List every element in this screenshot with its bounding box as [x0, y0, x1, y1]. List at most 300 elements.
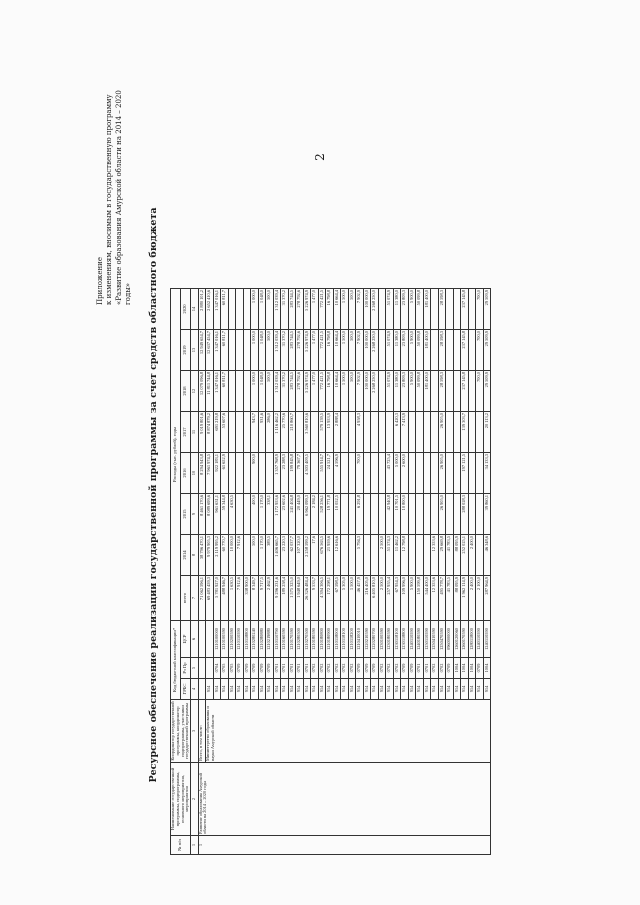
amount-cell	[228, 330, 236, 371]
amount-cell: 544 400,0	[423, 576, 431, 621]
amount-cell	[371, 453, 379, 494]
kbk-cell: 1210280240	[251, 621, 259, 658]
amount-cell: 8 874 879,2	[206, 412, 214, 453]
kbk-cell: 1210270500	[303, 621, 311, 658]
amount-cell: 283 744,5	[288, 371, 296, 412]
header-kbk: Код бюджетной классификации*	[171, 621, 181, 700]
amount-cell: 109 996,0	[401, 576, 409, 621]
col-number: 13	[191, 330, 199, 371]
kbk-cell: 0709	[446, 658, 454, 679]
kbk-cell: 914	[266, 679, 274, 700]
amount-cell: 3 560 810,6	[303, 412, 311, 453]
amount-cell: 2 184,2	[311, 494, 319, 535]
amount-cell	[348, 494, 356, 535]
kbk-cell: 1210118000	[333, 621, 341, 658]
amount-cell: 10 664,4	[333, 330, 341, 371]
amount-cell: 7 413,9	[401, 412, 409, 453]
kbk-cell: 914	[371, 679, 379, 700]
amount-cell: 199 845,8	[288, 453, 296, 494]
amount-cell	[341, 535, 349, 576]
amount-cell: 8 089 699,6	[206, 494, 214, 535]
amount-cell: 23 809,3	[401, 330, 409, 371]
amount-cell: 51 074,9	[386, 371, 394, 412]
kbk-cell: 914	[356, 679, 364, 700]
amount-cell: 28 598,3	[438, 289, 446, 330]
amount-cell: 237 145,8	[461, 371, 469, 412]
amount-cell: 28 598,3	[438, 330, 446, 371]
amount-cell: 53 607,6	[221, 412, 229, 453]
kbk-cell: 914	[273, 679, 281, 700]
amount-cell	[311, 453, 319, 494]
kbk-cell: 914	[416, 679, 424, 700]
amount-cell	[476, 453, 484, 494]
appendix-note	[96, 55, 134, 305]
amount-cell	[341, 412, 349, 453]
amount-cell: 2 268 250,0	[371, 330, 379, 371]
amount-cell	[446, 289, 454, 330]
amount-cell: 7 912,6	[236, 576, 244, 621]
amount-cell	[408, 535, 416, 576]
header-num: № п/п	[171, 836, 191, 855]
amount-cell: 16 798,8	[326, 371, 334, 412]
amount-cell	[236, 412, 244, 453]
amount-cell	[423, 535, 431, 576]
amount-cell: 700,0	[476, 289, 484, 330]
amount-cell: 1 406 665,7	[273, 535, 281, 576]
amount-cell: 71 062 596,1	[198, 576, 206, 621]
amount-cell	[371, 494, 379, 535]
kbk-cell: 914	[296, 679, 304, 700]
kbk-cell: 1220210590	[363, 621, 371, 658]
amount-cell: 46 457,9	[356, 576, 364, 621]
amount-cell	[476, 535, 484, 576]
amount-cell: 7 902,9	[356, 289, 364, 330]
amount-cell	[423, 412, 431, 453]
amount-cell: 8 294 943,8	[198, 453, 206, 494]
kbk-cell: 0702	[326, 658, 334, 679]
kbk-cell: 0704	[213, 658, 221, 679]
kbk-cell: 1260120060	[453, 621, 461, 658]
kbk-cell: 1250410590	[431, 621, 439, 658]
amount-cell: 1 000,0	[251, 330, 259, 371]
amount-cell: 7 961 974,5	[206, 453, 214, 494]
kbk-cell: 914	[303, 679, 311, 700]
amount-cell: 62 037,7	[288, 535, 296, 576]
amount-cell: 6 291,8	[356, 494, 364, 535]
amount-cell: 1 170,0	[258, 494, 266, 535]
amount-cell: 12 798,8	[401, 535, 409, 576]
amount-cell: 9 979 905,3	[206, 535, 214, 576]
amount-cell: 943,7	[251, 412, 259, 453]
amount-cell: 51 074,9	[386, 289, 394, 330]
header-year: 2016	[181, 453, 191, 494]
amount-cell: 772 421,5	[318, 289, 326, 330]
amount-cell: 278 792,6	[296, 371, 304, 412]
coordinator-name: Министерство образования и науки Амурской области	[206, 700, 491, 763]
amount-cell: 1 312 039,4	[273, 330, 281, 371]
amount-cell: 17,6	[311, 535, 319, 576]
kbk-cell: 0702	[333, 658, 341, 679]
amount-cell: 61 652,9	[221, 453, 229, 494]
amount-cell: 88 095,9	[453, 535, 461, 576]
amount-cell: 20 113,2	[483, 412, 491, 453]
amount-cell: 1 347 016,1	[213, 371, 221, 412]
amount-cell: 60 811,7	[221, 371, 229, 412]
amount-cell: 26 326 484,4	[303, 576, 311, 621]
kbk-cell: 0709	[476, 658, 484, 679]
amount-cell: 16 798,8	[326, 330, 334, 371]
kbk-cell: 1230118800	[401, 621, 409, 658]
amount-cell: 1 312 039,4	[273, 289, 281, 330]
kbk-cell: 914	[311, 679, 319, 700]
kbk-cell: 0709	[401, 658, 409, 679]
amount-cell: 676 563,5	[318, 535, 326, 576]
header-expenses: Расходы (тыс. рублей), годы	[171, 289, 181, 621]
kbk-cell: 914	[221, 679, 229, 700]
kbk-cell: 1240110590	[408, 621, 416, 658]
amount-cell: 150 599,8	[416, 576, 424, 621]
amount-cell	[423, 453, 431, 494]
amount-cell	[453, 412, 461, 453]
amount-cell: 60 811,7	[221, 289, 229, 330]
kbk-cell: 914	[363, 679, 371, 700]
amount-cell: 500,0	[348, 330, 356, 371]
header-name: Наименование государственной программы, подпрограммы, основного мероприятия, мероприятия	[171, 763, 191, 836]
amount-cell: 2 880 101,2	[198, 289, 206, 330]
amount-cell	[243, 494, 251, 535]
col-number: 3	[191, 700, 199, 763]
amount-cell: 12 353,6	[431, 535, 439, 576]
header-row	[171, 289, 181, 855]
resource-table	[170, 288, 491, 855]
amount-cell: 1 347 016,1	[213, 289, 221, 330]
amount-cell: 11 380,0	[393, 289, 401, 330]
amount-cell: 500,0	[266, 371, 274, 412]
kbk-cell: 1004	[468, 658, 476, 679]
kbk-cell: 0709	[356, 658, 364, 679]
amount-cell	[431, 330, 439, 371]
amount-cell: 1 170,0	[258, 535, 266, 576]
amount-cell: 1 948 649,0	[296, 576, 304, 621]
col-number: 10	[191, 453, 199, 494]
amount-cell: 2 400,0	[468, 576, 476, 621]
kbk-cell: 1250470590	[438, 621, 446, 658]
amount-cell	[378, 494, 386, 535]
amount-cell	[476, 494, 484, 535]
kbk-cell: 0701	[416, 658, 424, 679]
amount-cell: 67 598,5	[333, 576, 341, 621]
amount-cell: 210 860,7	[288, 412, 296, 453]
kbk-cell: 0702	[378, 658, 386, 679]
amount-cell: 237 145,8	[461, 289, 469, 330]
kbk-cell: 1210200590	[228, 621, 236, 658]
amount-cell	[311, 412, 319, 453]
amount-cell	[243, 289, 251, 330]
col-number: 11	[191, 412, 199, 453]
amount-cell: 1 347 016,1	[213, 330, 221, 371]
amount-cell: 7 902,9	[356, 330, 364, 371]
amount-cell: 60 770,7	[221, 535, 229, 576]
kbk-cell	[206, 621, 214, 658]
amount-cell	[431, 453, 439, 494]
amount-cell: 500,0	[348, 371, 356, 412]
amount-cell: 46 348,6	[483, 535, 491, 576]
amount-cell: 2 258 599,2	[303, 535, 311, 576]
amount-cell	[243, 412, 251, 453]
amount-cell: 60 811,7	[221, 330, 229, 371]
amount-cell	[341, 494, 349, 535]
kbk-cell: 1210118200	[348, 621, 356, 658]
kbk-cell: 914	[236, 679, 244, 700]
kbk-cell: 1004	[483, 658, 491, 679]
amount-cell	[431, 289, 439, 330]
kbk-cell: 0709	[371, 658, 379, 679]
kbk-cell: 1210180800	[318, 621, 326, 658]
amount-cell: 4 596,9	[333, 453, 341, 494]
kbk-cell: 1230118100	[393, 621, 401, 658]
amount-cell: 69 483 459,3	[206, 576, 214, 621]
amount-cell: 100 000,0	[363, 289, 371, 330]
amount-cell: 500,0	[348, 289, 356, 330]
kbk-cell: 0960000000	[446, 621, 454, 658]
amount-cell: 26 905,0	[438, 412, 446, 453]
amount-cell	[446, 453, 454, 494]
amount-cell	[453, 330, 461, 371]
amount-cell: 691 219,8	[213, 412, 221, 453]
appendix-line: Приложение	[96, 257, 104, 305]
amount-cell: 283 744,5	[288, 289, 296, 330]
amount-cell: 19 771,8	[326, 494, 334, 535]
amount-cell	[378, 289, 386, 330]
kbk-cell	[198, 679, 206, 700]
amount-cell: 400,0	[251, 494, 259, 535]
kbk-cell: 1240110590	[476, 621, 484, 658]
amount-cell: 16 798,8	[326, 289, 334, 330]
amount-cell: 495 778,7	[438, 576, 446, 621]
amount-cell: 278 792,6	[296, 289, 304, 330]
amount-cell	[243, 535, 251, 576]
amount-cell	[431, 371, 439, 412]
amount-cell: 772 421,5	[318, 371, 326, 412]
kbk-cell: 1210180590	[311, 621, 319, 658]
amount-cell: 1 500,0	[341, 330, 349, 371]
amount-cell	[431, 412, 439, 453]
kbk-cell: 914	[318, 679, 326, 700]
kbk-cell: 914	[333, 679, 341, 700]
amount-cell: 500,0	[266, 289, 274, 330]
amount-cell: 50 099,8	[416, 330, 424, 371]
amount-cell: 338,1	[266, 494, 274, 535]
amount-cell: 4 394 306,5	[318, 576, 326, 621]
header-csr: ЦСР	[181, 621, 191, 658]
amount-cell	[453, 494, 461, 535]
amount-cell: 2 268 250,0	[371, 289, 379, 330]
header-year: 2019	[181, 330, 191, 371]
amount-cell: 31 370,2	[281, 371, 289, 412]
amount-cell: 389,5	[266, 535, 274, 576]
amount-cell: 23 220,3	[281, 535, 289, 576]
kbk-cell: 914	[408, 679, 416, 700]
amount-cell	[468, 453, 476, 494]
amount-cell: 42 940,8	[386, 494, 394, 535]
section-num: 1	[198, 836, 491, 855]
amount-cell	[236, 330, 244, 371]
kbk-cell: 1210100000	[213, 621, 221, 658]
kbk-cell: 914	[401, 679, 409, 700]
amount-cell: 2 600,0	[401, 453, 409, 494]
kbk-cell: 0709	[266, 658, 274, 679]
amount-cell: 252 025,1	[461, 535, 469, 576]
amount-cell: 5 900,0	[408, 330, 416, 371]
amount-cell	[243, 371, 251, 412]
amount-cell: 700,0	[476, 371, 484, 412]
amount-cell: 23 809,3	[401, 371, 409, 412]
amount-cell	[446, 412, 454, 453]
amount-cell: 107 320,0	[296, 535, 304, 576]
kbk-cell: 914	[341, 679, 349, 700]
kbk-cell: 1210110590	[236, 621, 244, 658]
amount-cell: 9 533,7	[311, 576, 319, 621]
kbk-cell	[198, 658, 206, 679]
amount-cell: 1 048,0	[258, 289, 266, 330]
kbk-cell: 1240180590	[416, 621, 424, 658]
amount-cell: 772 421,5	[318, 330, 326, 371]
header-coordinator: Координатор государственной программы, координатор подпрограммы, участники государственной программы	[170, 701, 190, 761]
amount-cell: 31 370,2	[281, 289, 289, 330]
kbk-cell: 914	[438, 679, 446, 700]
amount-cell: 12 079 096,8	[198, 371, 206, 412]
amount-cell: 555 914,7	[318, 453, 326, 494]
col-number: 9	[191, 494, 199, 535]
amount-cell: 288 028,3	[461, 494, 469, 535]
header-total: всего	[181, 576, 191, 621]
amount-cell: 500,0	[266, 330, 274, 371]
amount-cell: 5 226 974,9	[303, 371, 311, 412]
amount-cell: 23 602,6	[281, 494, 289, 535]
amount-cell: 6 405 810,0	[371, 576, 379, 621]
kbk-cell: 0709	[251, 658, 259, 679]
amount-cell	[363, 494, 371, 535]
kbk-cell: 914	[288, 679, 296, 700]
kbk-cell: 1230100590	[378, 621, 386, 658]
amount-cell	[236, 494, 244, 535]
amount-cell	[363, 412, 371, 453]
amount-cell: 2 268 250,0	[371, 371, 379, 412]
kbk-cell: 1210280880	[258, 621, 266, 658]
kbk-cell: 914	[228, 679, 236, 700]
amount-cell: 257 955,4	[386, 576, 394, 621]
header-year: 2017	[181, 412, 191, 453]
amount-cell: 7 912,6	[236, 535, 244, 576]
amount-cell	[363, 535, 371, 576]
amount-cell	[258, 453, 266, 494]
appendix-line: годы»	[124, 282, 133, 305]
kbk-cell: 914	[461, 679, 469, 700]
amount-cell: 2 500,0	[378, 535, 386, 576]
amount-cell: 2 888,4	[333, 412, 341, 453]
amount-cell: 26 905,0	[438, 494, 446, 535]
amount-cell: 29 509,9	[483, 371, 491, 412]
amount-cell: 1 477,0	[311, 371, 319, 412]
amount-cell: 43 725,4	[386, 453, 394, 494]
header-year: 2015	[181, 494, 191, 535]
amount-cell: 5 794,3	[356, 535, 364, 576]
amount-cell: 961 631,1	[213, 494, 221, 535]
amount-cell: 10 664,4	[333, 289, 341, 330]
kbk-cell: 914	[378, 679, 386, 700]
amount-cell	[378, 453, 386, 494]
kbk-cell: 914	[258, 679, 266, 700]
kbk-cell: 0701	[296, 658, 304, 679]
amount-cell: 1 477,0	[311, 289, 319, 330]
amount-cell: 25 770,6	[281, 412, 289, 453]
amount-cell: 197 121,5	[461, 453, 469, 494]
col-number: 1	[191, 836, 199, 855]
kbk-cell: 1210110790	[273, 621, 281, 658]
kbk-cell: 0709	[363, 658, 371, 679]
kbk-cell: 0702	[438, 658, 446, 679]
amount-cell: 9 296 231,6	[273, 576, 281, 621]
amount-cell	[386, 412, 394, 453]
kbk-cell: 0709	[236, 658, 244, 679]
amount-cell: 1 630,5	[228, 576, 236, 621]
amount-cell	[453, 453, 461, 494]
amount-cell	[476, 412, 484, 453]
kbk-cell: 0709	[243, 658, 251, 679]
amount-cell: 216 405,0	[363, 576, 371, 621]
amount-cell: 7 902,9	[356, 371, 364, 412]
amount-cell: 579 159,5	[318, 412, 326, 453]
amount-cell	[468, 412, 476, 453]
amount-cell: 338 900,0	[243, 576, 251, 621]
kbk-cell: 1240110590	[483, 621, 491, 658]
amount-cell: 2 462,9	[266, 576, 274, 621]
amount-cell: 1 357 768,9	[273, 453, 281, 494]
amount-cell: 5 900,0	[408, 576, 416, 621]
kbk-cell: 914	[468, 679, 476, 700]
amount-cell: 2 119 995,2	[213, 535, 221, 576]
kbk-cell: 914	[423, 679, 431, 700]
amount-cell: 41 783,5	[446, 576, 454, 621]
kbk-cell: 914	[483, 679, 491, 700]
amount-cell	[228, 289, 236, 330]
kbk-cell: 914	[251, 679, 259, 700]
kbk-cell: 914	[393, 679, 401, 700]
amount-cell	[371, 535, 379, 576]
amount-cell: 922 183,1	[213, 453, 221, 494]
amount-cell	[236, 453, 244, 494]
kbk-cell: 0702	[311, 658, 319, 679]
amount-cell: 50 099,8	[416, 371, 424, 412]
amount-cell: 28 598,3	[438, 371, 446, 412]
col-number: 12	[191, 371, 199, 412]
kbk-cell: 1210160590	[281, 621, 289, 658]
amount-cell: 181 400,0	[423, 330, 431, 371]
amount-cell: 6 962 099,3	[303, 494, 311, 535]
amount-cell: 4 303 409,5	[303, 453, 311, 494]
header-year: 2014	[181, 535, 191, 576]
amount-cell: 5 226 974,9	[303, 330, 311, 371]
amount-cell	[446, 371, 454, 412]
amount-cell: 9 019 801,6	[198, 412, 206, 453]
kbk-cell: 1004	[453, 658, 461, 679]
amount-cell	[236, 371, 244, 412]
amount-cell: 8 461 170,6	[198, 494, 206, 535]
amount-cell: 59 344,8	[221, 494, 229, 535]
amount-cell	[296, 412, 304, 453]
amount-cell: 1 500,0	[341, 289, 349, 330]
appendix-line: «Развитие образования Амурской области на 2014 – 2020	[114, 90, 123, 305]
